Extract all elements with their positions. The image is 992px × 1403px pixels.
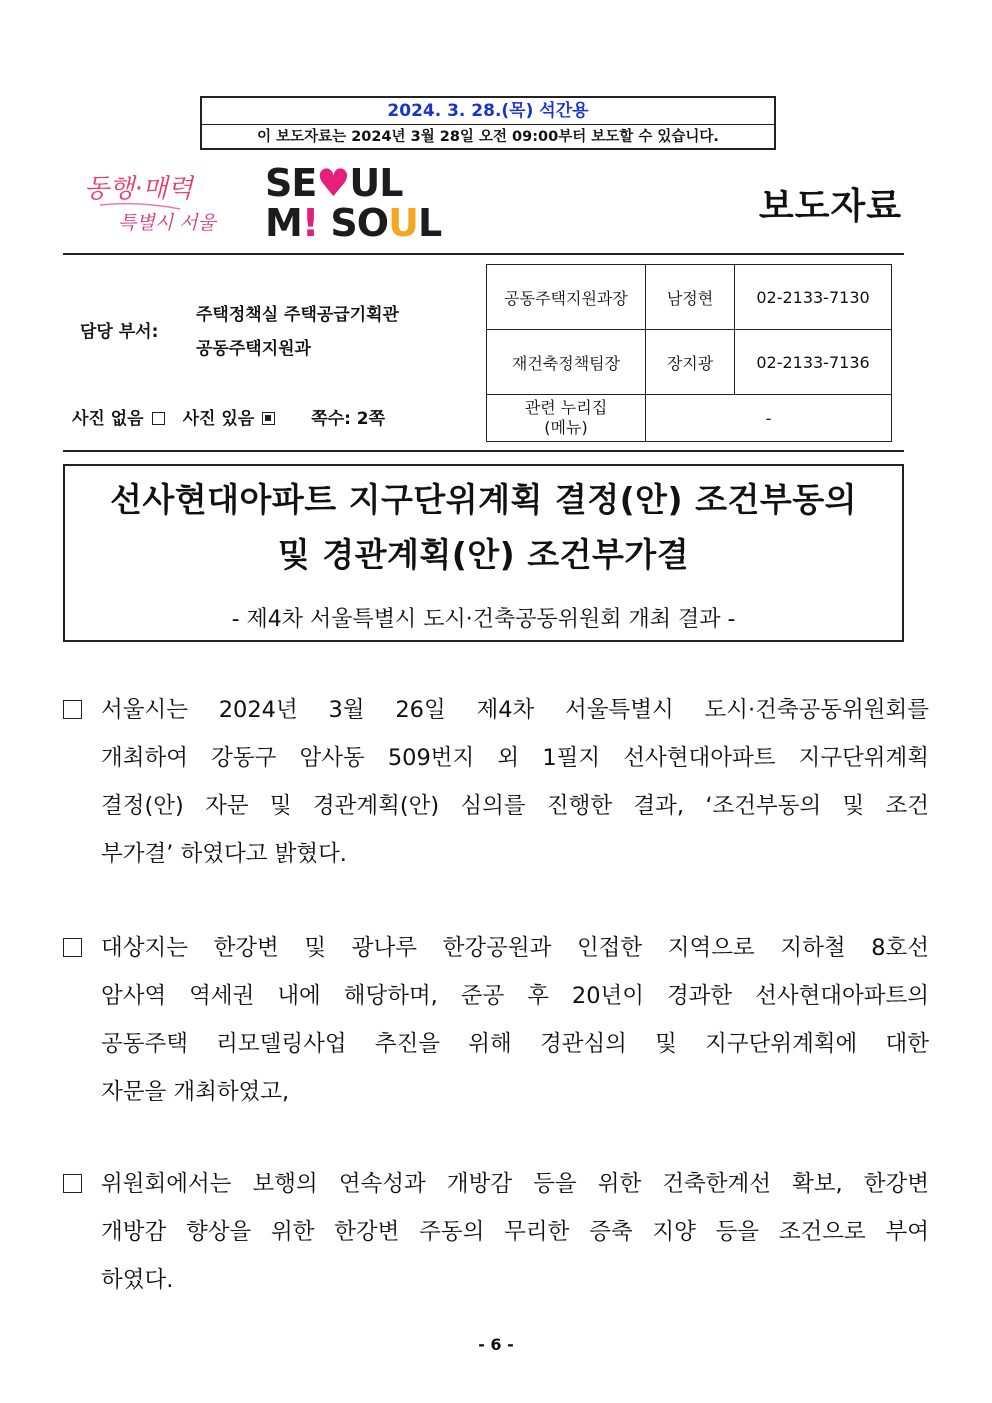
- paragraph-line: 대상지는 한강변 및 광나루 한강공원과 인접한 지역으로 지하철 8호선: [101, 935, 929, 961]
- divider-top: [63, 253, 904, 255]
- newsmenu-label: [487, 395, 646, 442]
- bullet-box-icon: [63, 1174, 82, 1193]
- contact-phone: 02-2133-7130: [735, 265, 892, 330]
- photo-none-label: 사진 없음: [72, 409, 144, 429]
- dept-label: 담당 부서:: [80, 322, 159, 342]
- seoul-my-soul-logo: SE♥UL M! SOUL: [265, 161, 442, 245]
- paragraph-3: [63, 1160, 929, 1304]
- paragraph-2: [63, 924, 929, 1116]
- paragraph-line: 암사역 역세권 내에 해당하며, 준공 후 20년이 경과한 선사현대아파트의: [101, 983, 929, 1009]
- paragraph-line: 개최하여 강동구 암사동 509번지 외 1필지 선사현대아파트 지구단위계획: [101, 745, 929, 771]
- paragraph-1: [63, 686, 929, 878]
- embargo-notice: 이 보도자료는 2024년 3월 28일 오전 09:00부터 보도할 수 있습니다.: [257, 129, 719, 145]
- contact-table: [486, 264, 892, 442]
- dept-line-1: 주택정책실 주택공급기획관: [196, 305, 399, 325]
- contact-role: 재건축정책팀장: [487, 330, 646, 395]
- divider-bottom: [63, 450, 904, 452]
- paragraph-line: 서울시는 2024년 3월 26일 제4차 서울특별시 도시·건축공동위원회를: [101, 697, 929, 723]
- photo-info: [72, 404, 385, 429]
- paragraph-line: 개방감 향상을 위한 한강변 주동의 무리한 증축 지양 등을 조건으로 부여: [101, 1219, 929, 1245]
- dept-name: [196, 298, 399, 366]
- press-release-heading: 보도자료: [758, 186, 902, 227]
- subtitle: - 제4차 서울특별시 도시·건축공동위원회 개최 결과 -: [231, 607, 736, 632]
- table-row: [487, 395, 892, 442]
- contact-phone: 02-2133-7136: [735, 330, 892, 395]
- dept-line-2: 공동주택지원과: [196, 339, 311, 359]
- bullet-box-icon: [63, 700, 82, 719]
- contact-role: 공동주택지원과장: [487, 265, 646, 330]
- photo-yes-label: 사진 있음: [182, 409, 255, 429]
- newsmenu-label-line2: (메뉴): [544, 418, 588, 437]
- photo-none-checkbox: [152, 412, 165, 425]
- page-count: 쪽수: 2쪽: [311, 409, 386, 429]
- paragraph-line: 부가결’ 하였다고 밝혔다.: [101, 841, 347, 867]
- slogan-line1: 동행·매력: [84, 174, 193, 204]
- page-number: - 6 -: [478, 1335, 514, 1354]
- paragraph-line: 결정(안) 자문 및 경관계획(안) 심의를 진행한 결과, ‘조건부동의 및 조건: [101, 793, 929, 819]
- slogan-logo: [80, 165, 230, 240]
- table-row: [487, 330, 892, 395]
- paragraph-line: 하였다.: [101, 1267, 174, 1293]
- release-date: 2024. 3. 28.(목) 석간용: [202, 98, 774, 125]
- contact-name: 남정현: [646, 265, 735, 330]
- paragraph-line: 공동주택 리모델링사업 추진을 위해 경관심의 및 지구단위계획에 대한: [101, 1031, 929, 1057]
- title-line-1: 선사현대아파트 지구단위계획 결정(안) 조건부동의: [109, 480, 858, 519]
- table-row: [487, 265, 892, 330]
- embargo-box: [200, 96, 776, 150]
- paragraph-line: 자문을 개최하였고,: [101, 1079, 290, 1105]
- bullet-box-icon: [63, 938, 82, 957]
- paragraph-line: 위원회에서는 보행의 연속성과 개방감 등을 위한 건축한계선 확보, 한강변: [101, 1171, 929, 1197]
- title-line-2: 및 경관계획(안) 조건부가결: [277, 535, 690, 574]
- slogan-line2: 특별시 서울: [118, 212, 216, 234]
- title-box: [63, 464, 904, 642]
- newsmenu-value: -: [646, 395, 892, 442]
- photo-yes-checkbox: [262, 412, 275, 425]
- newsmenu-label-line1: 관련 누리집: [524, 398, 608, 417]
- contact-name: 장지광: [646, 330, 735, 395]
